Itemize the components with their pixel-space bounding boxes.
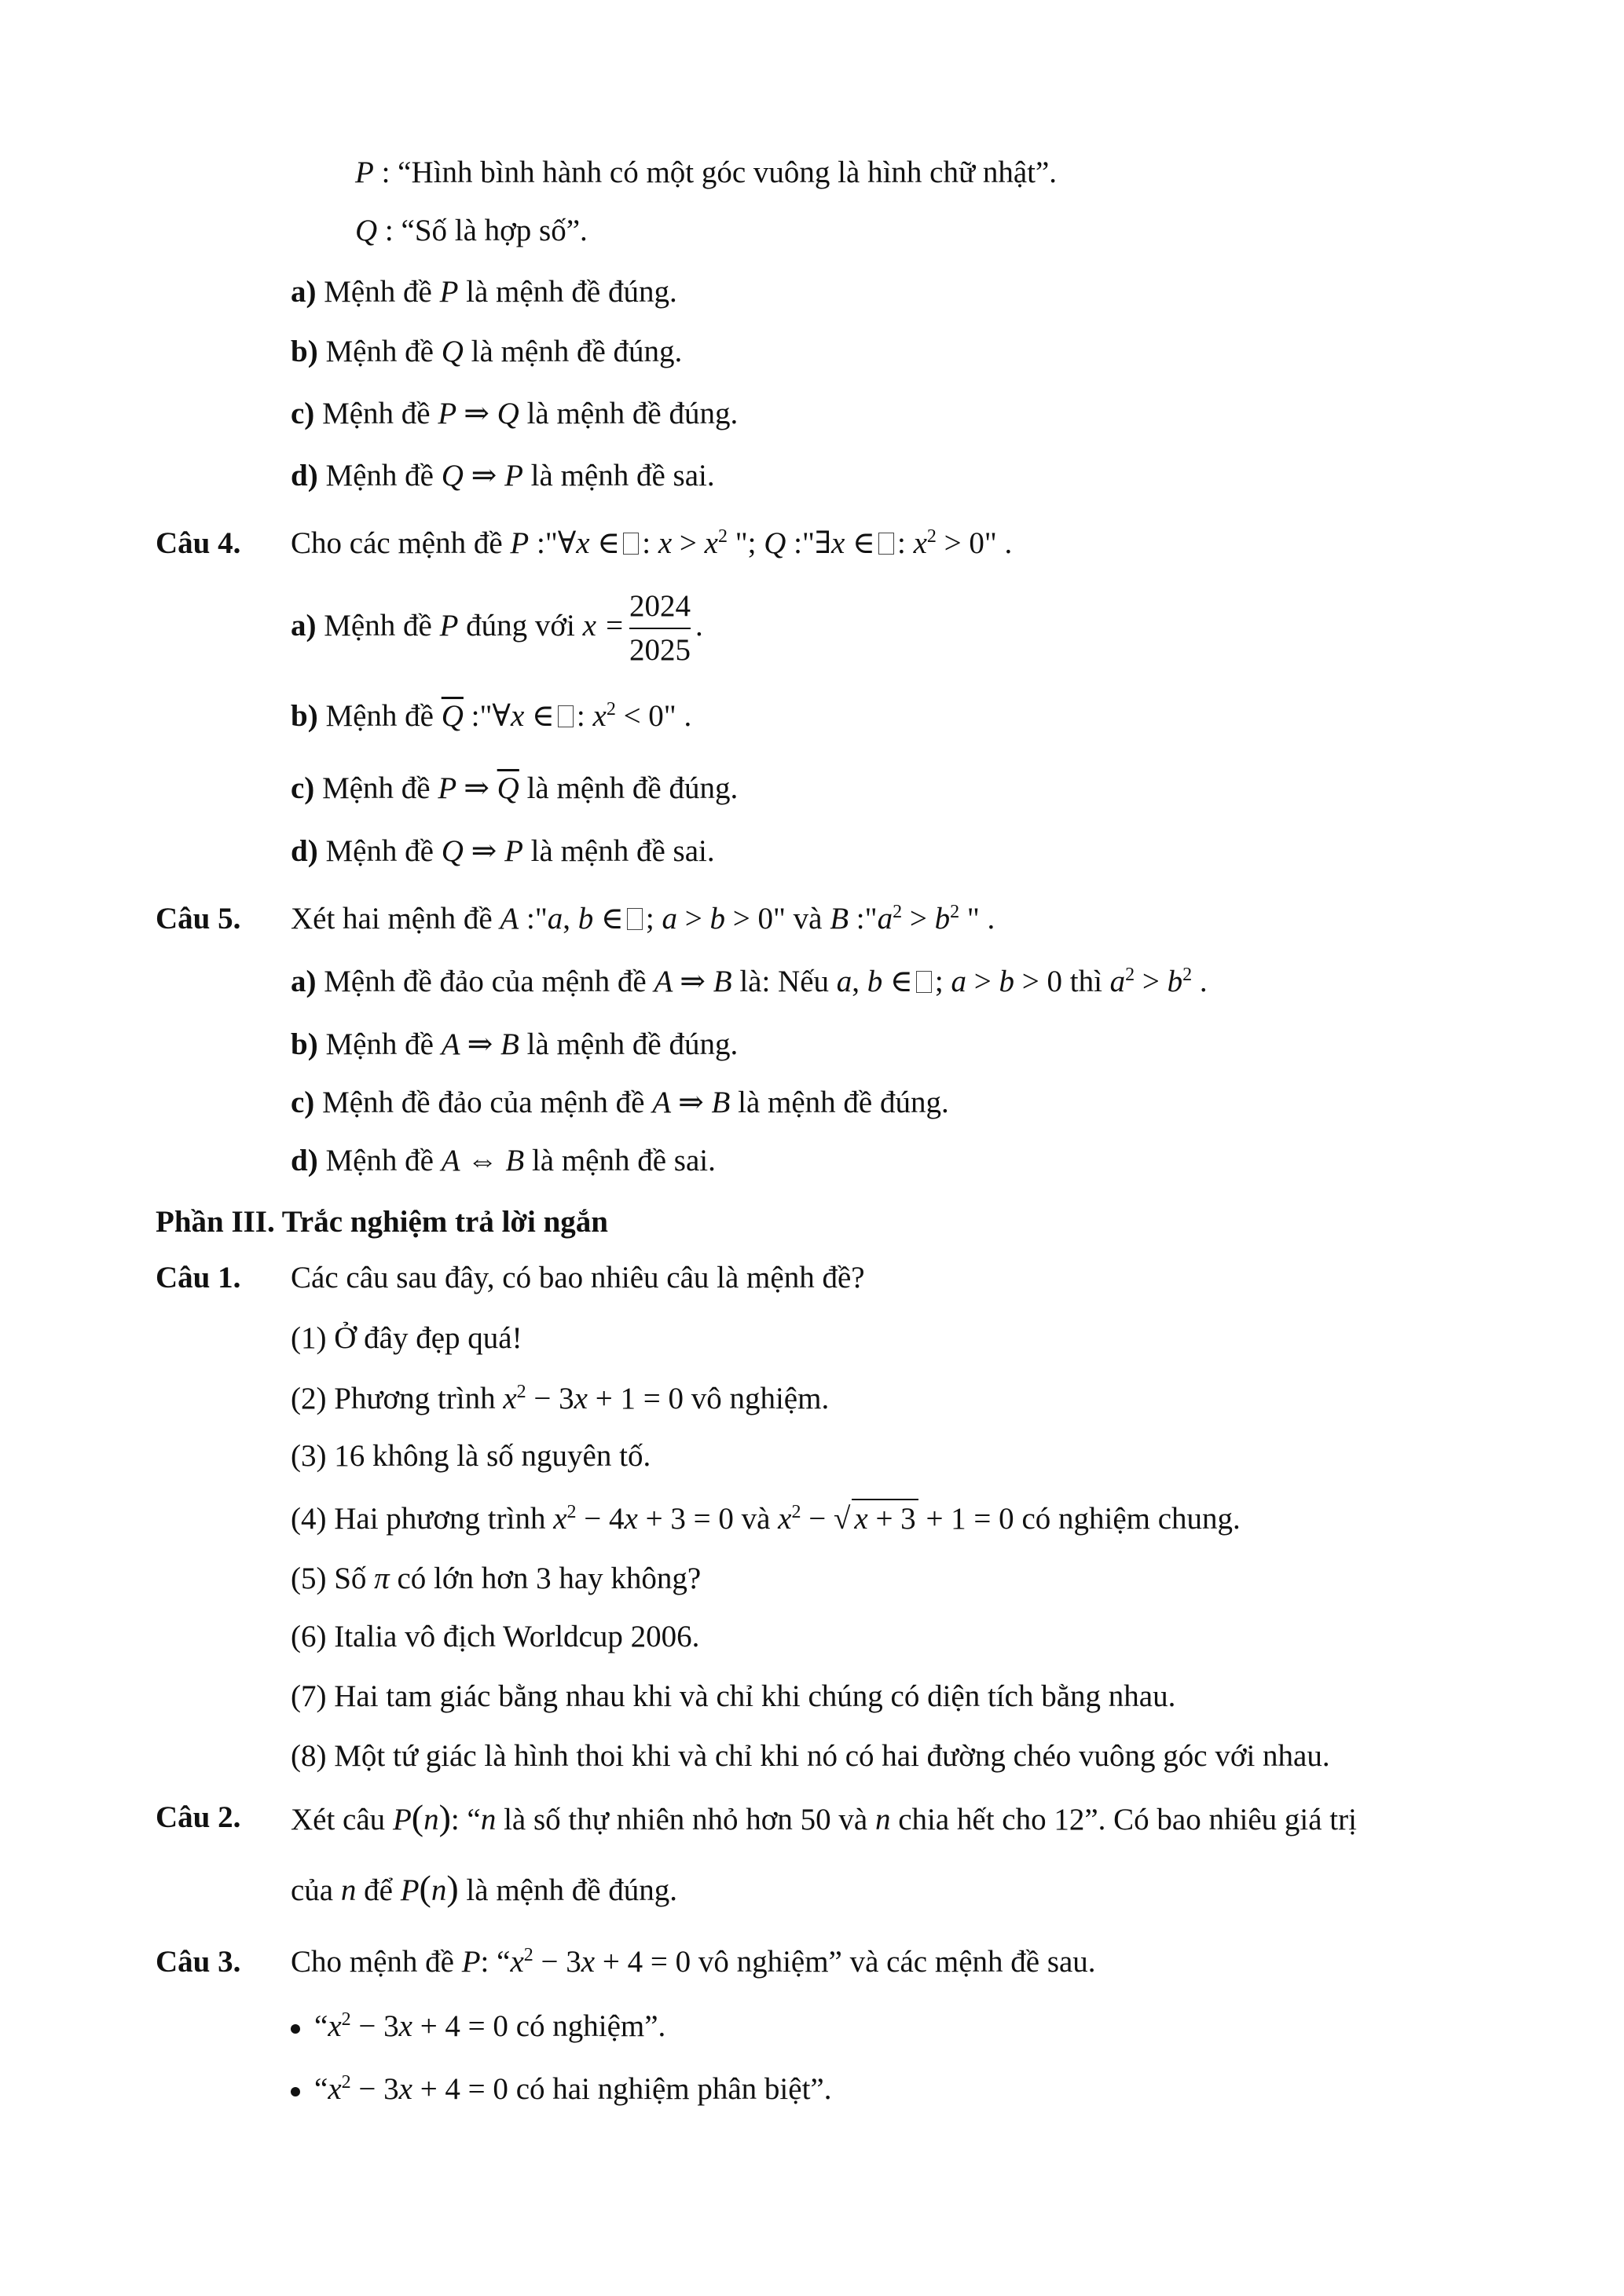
cau5-b: b) Mệnh đề A ⇒ B là mệnh đề đúng. [291,1027,739,1061]
bullet-icon [291,2024,300,2034]
cau2-label: Câu 2. [156,1800,241,1834]
list-item-2: (2) Phương trình $x^2 - 3x + 1 = 0$ vô nghiệm. [291,1382,830,1415]
item-b: b) Mệnh đề Q là mệnh đề đúng. [291,335,683,368]
item-d: d) Mệnh đề Q ⇒ P là mệnh đề sai. [291,459,715,493]
list-item-8: (8) Một tứ giác là hình thoi khi và chỉ khi nó có hai đường chéo vuông góc với nhau. [291,1739,1330,1773]
cau2-question: Xét câu P(n): “n là số thự nhiên nhỏ hơn 50 và n chia hết cho 12”. Có bao nhiêu giá trị [291,1797,1357,1837]
cau4-label: Câu 4. [156,526,241,560]
statement-p: P : “Hình bình hành có một góc vuông là hình chữ nhật”. [355,156,1058,189]
cau3-question: Cho mệnh đề P: “$x^2 - 3x + 4 = 0$ vô nghiệm” và các mệnh đề sau. [291,1945,1096,1979]
statement-q: Q : “Số là hợp số”. [355,214,588,247]
list-item-5: (5) Số π có lớn hơn 3 hay không? [291,1562,702,1595]
cau5-label: Câu 5. [156,902,241,936]
cau2-question-cont: của n để P(n) là mệnh đề đúng. [291,1868,678,1908]
cau4-a: a) Mệnh đề P đúng với x = $\frac{2024}{2025}$ . [291,585,703,672]
cau5-a: a) Mệnh đề đảo của mệnh đề A ⇒ B là: Nếu a, b ∈ ; a > b > 0 thì $a^2 > b^2$ . [291,965,1208,998]
cau4-d: d) Mệnh đề Q ⇒ P là mệnh đề sai. [291,834,715,868]
item-a: a) Mệnh đề P là mệnh đề đúng. [291,275,677,309]
bullet-icon [291,2087,300,2096]
cau4-question: Cho các mệnh đề P :"∀x ∈ : $x > x^2$ "; Q :"∃x ∈ : $x^2 > 0$" . [291,526,1013,560]
cau5-d: d) Mệnh đề A ⇔ B là mệnh đề sai. [291,1144,716,1177]
list-item-6: (6) Italia vô địch Worldcup 2006. [291,1620,700,1653]
fraction: $\frac{2024}{2025}$ [629,585,691,672]
list-item-3: (3) 16 không là số nguyên tố. [291,1439,651,1473]
section-heading: Phần III. Trắc nghiệm trả lời ngắn [156,1205,608,1239]
bullet-item-2: “$x^2 - 3x + 4 = 0$ có hai nghiệm phân biệt”. [291,2071,831,2108]
cau4-c: c) Mệnh đề P ⇒ $\overline{Q}$ là mệnh đề đúng. [291,771,739,805]
cau5-question: Xét hai mệnh đề A :"a, b ∈ ; a > b > 0" và B $:"a^2 > b^2$ " . [291,902,995,936]
cau1-label: Câu 1. [156,1261,241,1294]
bullet-item-1: “$x^2 - 3x + 4 = 0$ có nghiệm”. [291,2008,665,2045]
cau1-question: Các câu sau đây, có bao nhiêu câu là mệnh đề? [291,1261,865,1294]
item-c: c) Mệnh đề P ⇒ Q là mệnh đề đúng. [291,397,739,430]
cau3-label: Câu 3. [156,1945,241,1979]
cau4-b: b) Mệnh đề $\overline{Q}$ :"∀x ∈ : $x^2 < 0$" . [291,699,692,733]
list-item-4: (4) Hai phương trình $x^2 - 4x + 3 = 0$ và $x^2$ − √ x + 3 + 1 = 0 có nghiệm chung. [291,1499,1241,1538]
list-item-7: (7) Hai tam giác bằng nhau khi và chỉ khi chúng có diện tích bằng nhau. [291,1679,1176,1713]
list-item-1: (1) Ở đây đẹp quá! [291,1321,522,1355]
cau5-c: c) Mệnh đề đảo của mệnh đề A ⇒ B là mệnh đề đúng. [291,1086,949,1119]
